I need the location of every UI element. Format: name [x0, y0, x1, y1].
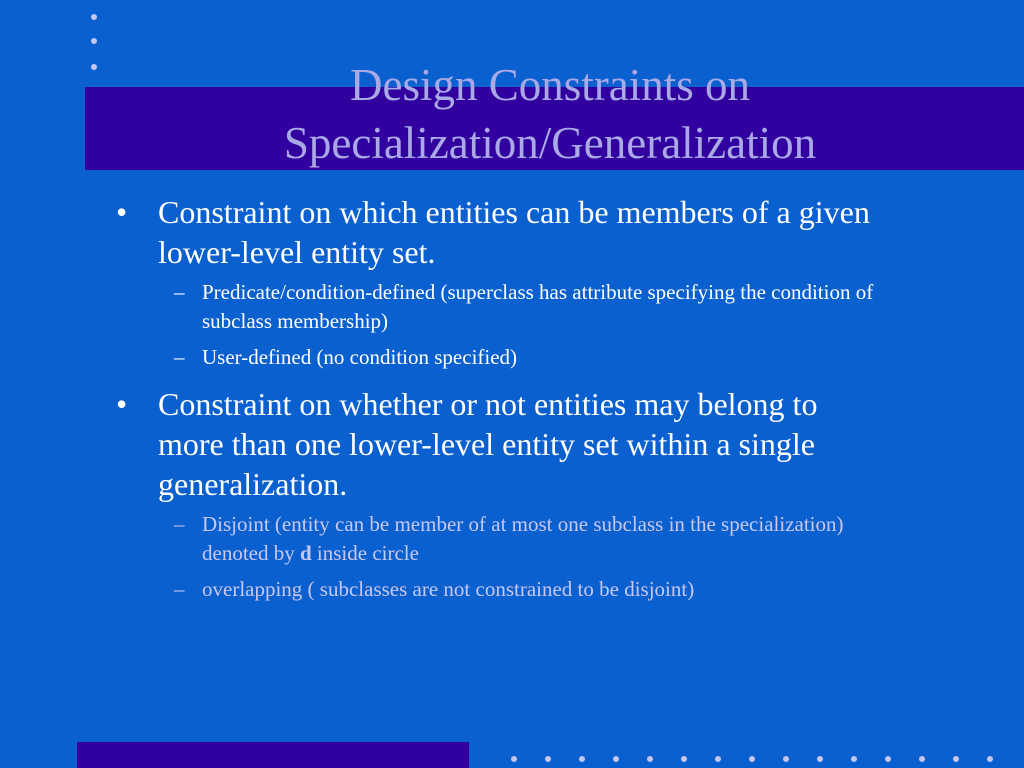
bullet-marker: • [116, 386, 128, 422]
dash-marker: – [174, 280, 185, 304]
sub-bullet-item [158, 343, 916, 372]
decorative-dot [817, 756, 823, 762]
sub-bullet-item [158, 278, 916, 336]
slide-title [190, 56, 910, 172]
bullet-item [116, 384, 916, 604]
dash-marker: – [174, 577, 185, 601]
sub-bullet-text [202, 510, 882, 568]
decorative-dot [613, 756, 619, 762]
bullet-text: Constraint on whether or not entities may belong to more than one lower-level entity set within a single generalization. [158, 386, 818, 502]
decorative-dot [91, 14, 97, 20]
sub-bullet-item [158, 575, 916, 604]
bullet-item [116, 192, 916, 372]
slide-content [116, 192, 916, 616]
sub-bullet-item [158, 510, 916, 568]
sub-bullet-text: overlapping ( subclasses are not constrained to be disjoint) [202, 577, 695, 601]
decorative-dot [579, 756, 585, 762]
slide-title-line-1: Design Constraints on [350, 60, 750, 110]
sub-bullet-text: Predicate/condition-defined (superclass has attribute specifying the condition of subclass membership) [202, 280, 874, 333]
decorative-dot [851, 756, 857, 762]
decorative-dot [783, 756, 789, 762]
decorative-dot [545, 756, 551, 762]
slide-title-line-2: Specialization/Generalization [283, 118, 817, 168]
sub-bullet-text: User-defined (no condition specified) [202, 345, 518, 369]
sub-bullet-text-part: Disjoint (entity can be member of at most one subclass in the specialization) denoted by [202, 512, 844, 565]
bullet-text: Constraint on which entities can be members of a given lower-level entity set. [158, 194, 870, 270]
sub-list [158, 278, 916, 372]
sub-bullet-text-part: inside circle [311, 541, 419, 565]
decorative-dot [749, 756, 755, 762]
sub-list [158, 510, 916, 604]
decorative-dot [987, 756, 993, 762]
decorative-dot [953, 756, 959, 762]
decorative-dot [919, 756, 925, 762]
bullet-marker: • [116, 194, 128, 230]
disjoint-symbol: d [299, 541, 312, 565]
decorative-dot [91, 64, 97, 70]
decorative-dot [885, 756, 891, 762]
decorative-dot [647, 756, 653, 762]
dash-marker: – [174, 345, 185, 369]
decorative-dot [511, 756, 517, 762]
decorative-dot [91, 38, 97, 44]
dash-marker: – [174, 512, 185, 536]
decorative-dot [681, 756, 687, 762]
bottom-band [77, 742, 469, 768]
decorative-dot [715, 756, 721, 762]
